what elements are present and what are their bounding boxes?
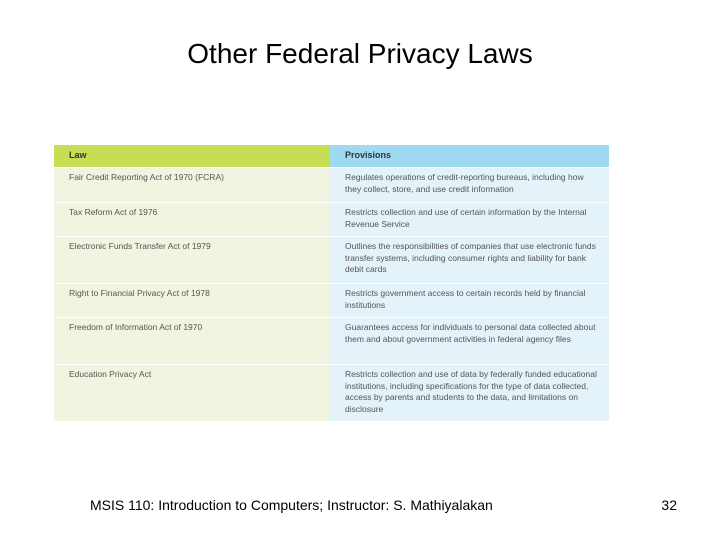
table-row	[54, 168, 609, 203]
law-cell: Right to Financial Privacy Act of 1978	[54, 284, 330, 318]
privacy-laws-table	[54, 145, 609, 421]
table-row	[54, 365, 609, 421]
table-row	[54, 318, 609, 365]
slide-title: Other Federal Privacy Laws	[187, 38, 533, 69]
law-cell: Education Privacy Act	[54, 365, 330, 421]
slide-footer: MSIS 110: Introduction to Computers; Instructor: S. Mathiyalakan	[90, 497, 493, 513]
provisions-cell: Restricts collection and use of data by federally funded educational institutions, including specifications for the type of data collected, access by parents and students to the data, and limitations on disclosure	[330, 365, 609, 421]
table-row	[54, 203, 609, 237]
law-cell: Freedom of Information Act of 1970	[54, 318, 330, 365]
provisions-cell: Regulates operations of credit-reporting bureaus, including how they collect, store, and use credit information	[330, 168, 609, 203]
law-cell: Electronic Funds Transfer Act of 1979	[54, 237, 330, 284]
table-row	[54, 237, 609, 284]
column-header-law: Law	[54, 145, 330, 168]
column-header-provisions: Provisions	[330, 145, 609, 168]
law-cell: Tax Reform Act of 1976	[54, 203, 330, 237]
page-number: 32	[661, 497, 677, 513]
provisions-cell: Restricts collection and use of certain information by the Internal Revenue Service	[330, 203, 609, 237]
table-row	[54, 284, 609, 318]
table-header-row	[54, 145, 609, 168]
law-cell: Fair Credit Reporting Act of 1970 (FCRA)	[54, 168, 330, 203]
provisions-cell: Restricts government access to certain records held by financial institutions	[330, 284, 609, 318]
provisions-cell: Guarantees access for individuals to personal data collected about them and about government activities in federal agency files	[330, 318, 609, 365]
provisions-cell: Outlines the responsibilities of companies that use electronic funds transfer systems, including consumer rights and liability for bank debit cards	[330, 237, 609, 284]
